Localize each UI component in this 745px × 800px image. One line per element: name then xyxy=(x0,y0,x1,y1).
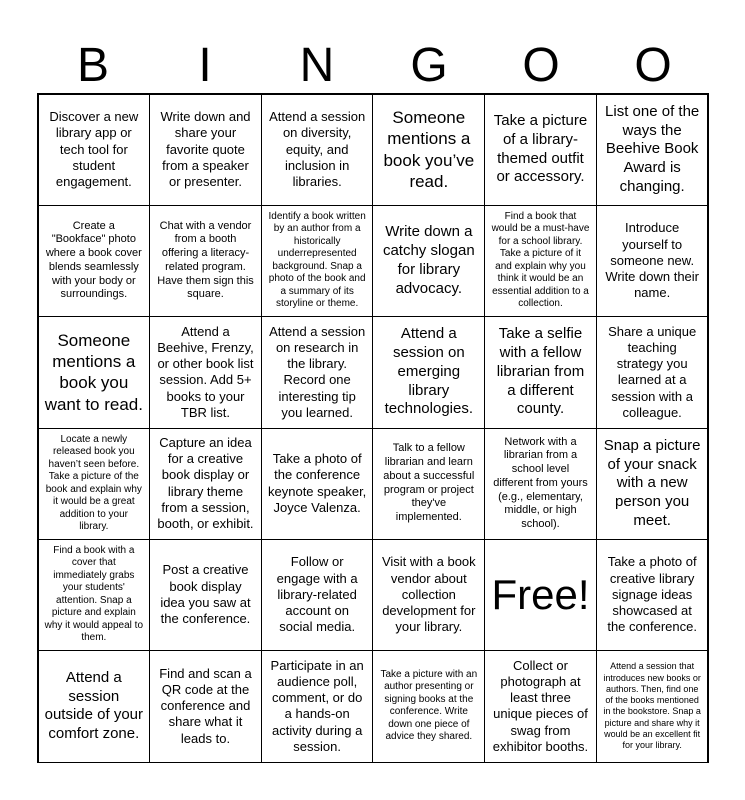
bingo-square[interactable]: Take a photo of the conference keynote speaker, Joyce Valenza. xyxy=(261,428,374,540)
bingo-square[interactable]: Attend a session that introduces new books or authors. Then, find one of the books mentioned in the bookstore. Snap a picture and share why it would be an excellent fit for your library. xyxy=(596,650,709,762)
bingo-square[interactable]: Take a picture with an author presenting or signing books at the conference. Write down one piece of advice they shared. xyxy=(372,650,485,762)
bingo-square[interactable]: Take a selfie with a fellow librarian from a different county. xyxy=(484,316,597,428)
bingo-square[interactable]: Attend a Beehive, Frenzy, or other book list session. Add 5+ books to your TBR list. xyxy=(149,316,262,428)
bingo-square[interactable]: Attend a session outside of your comfort zone. xyxy=(38,650,151,762)
bingo-square[interactable]: Participate in an audience poll, comment, or do a hands-on activity during a session. xyxy=(261,650,374,762)
bingo-square[interactable]: Take a photo of creative library signage ideas showcased at the conference. xyxy=(596,539,709,651)
header-letter-2: I xyxy=(198,39,212,92)
bingo-square[interactable]: Attend a session on emerging library technologies. xyxy=(372,316,485,428)
bingo-square[interactable]: Visit with a book vendor about collection development for your library. xyxy=(372,539,485,651)
header-letter-6: O xyxy=(634,39,672,92)
bingo-square[interactable]: Find a book with a cover that immediately grabs your students' attention. Snap a picture and explain why it would appeal to them. xyxy=(38,539,151,651)
bingo-square[interactable]: Capture an idea for a creative book display or library theme from a session, booth, or exhibit. xyxy=(149,428,262,540)
header-letter-5: O xyxy=(522,39,560,92)
bingo-header xyxy=(37,40,709,92)
bingo-square[interactable]: Find and scan a QR code at the conference and share what it leads to. xyxy=(149,650,262,762)
bingo-square[interactable]: Collect or photograph at least three unique pieces of swag from exhibitor booths. xyxy=(484,650,597,762)
bingo-square[interactable]: Write down a catchy slogan for library advocacy. xyxy=(372,205,485,317)
bingo-square[interactable]: Network with a librarian from a school level different from yours (e.g., elementary, middle, or high school). xyxy=(484,428,597,540)
bingo-square[interactable]: Attend a session on diversity, equity, and inclusion in libraries. xyxy=(261,94,374,206)
bingo-square[interactable]: Snap a picture of your snack with a new person you meet. xyxy=(596,428,709,540)
header-letter-3: N xyxy=(299,39,335,92)
bingo-grid xyxy=(37,93,709,763)
bingo-square[interactable]: Someone mentions a book you’ve read. xyxy=(372,94,485,206)
bingo-square[interactable]: Introduce yourself to someone new. Write down their name. xyxy=(596,205,709,317)
bingo-square[interactable]: Create a "Bookface" photo where a book cover blends seamlessly with your body or surroundings. xyxy=(38,205,151,317)
bingo-square[interactable]: Find a book that would be a must-have for a school library. Take a picture of it and explain why you think it would be an essential addition to a collection. xyxy=(484,205,597,317)
header-letter-4: G xyxy=(410,39,448,92)
bingo-square[interactable]: Share a unique teaching strategy you learned at a session with a colleague. xyxy=(596,316,709,428)
bingo-square[interactable]: Locate a newly released book you haven’t seen before. Take a picture of the book and explain why it would be a great addition to your library. xyxy=(38,428,151,540)
bingo-square[interactable]: Discover a new library app or tech tool for student engagement. xyxy=(38,94,151,206)
bingo-square[interactable]: Post a creative book display idea you saw at the conference. xyxy=(149,539,262,651)
bingo-square[interactable]: Chat with a vendor from a booth offering a literacy-related program. Have them sign this square. xyxy=(149,205,262,317)
bingo-square[interactable]: Follow or engage with a library-related account on social media. xyxy=(261,539,374,651)
bingo-square[interactable]: Identify a book written by an author from a historically underrepresented background. Snap a photo of the book and a summary of its storyline or theme. xyxy=(261,205,374,317)
free-square[interactable]: Free! xyxy=(484,539,597,651)
bingo-square[interactable]: Someone mentions a book you want to read. xyxy=(38,316,151,428)
bingo-square[interactable]: Attend a session on research in the library. Record one interesting tip you learned. xyxy=(261,316,374,428)
bingo-square[interactable]: Write down and share your favorite quote from a speaker or presenter. xyxy=(149,94,262,206)
bingo-square[interactable]: Take a picture of a library-themed outfit or accessory. xyxy=(484,94,597,206)
header-letter-1: B xyxy=(76,39,109,92)
bingo-square[interactable]: Talk to a fellow librarian and learn about a successful program or project they've implemented. xyxy=(372,428,485,540)
bingo-square[interactable]: List one of the ways the Beehive Book Award is changing. xyxy=(596,94,709,206)
